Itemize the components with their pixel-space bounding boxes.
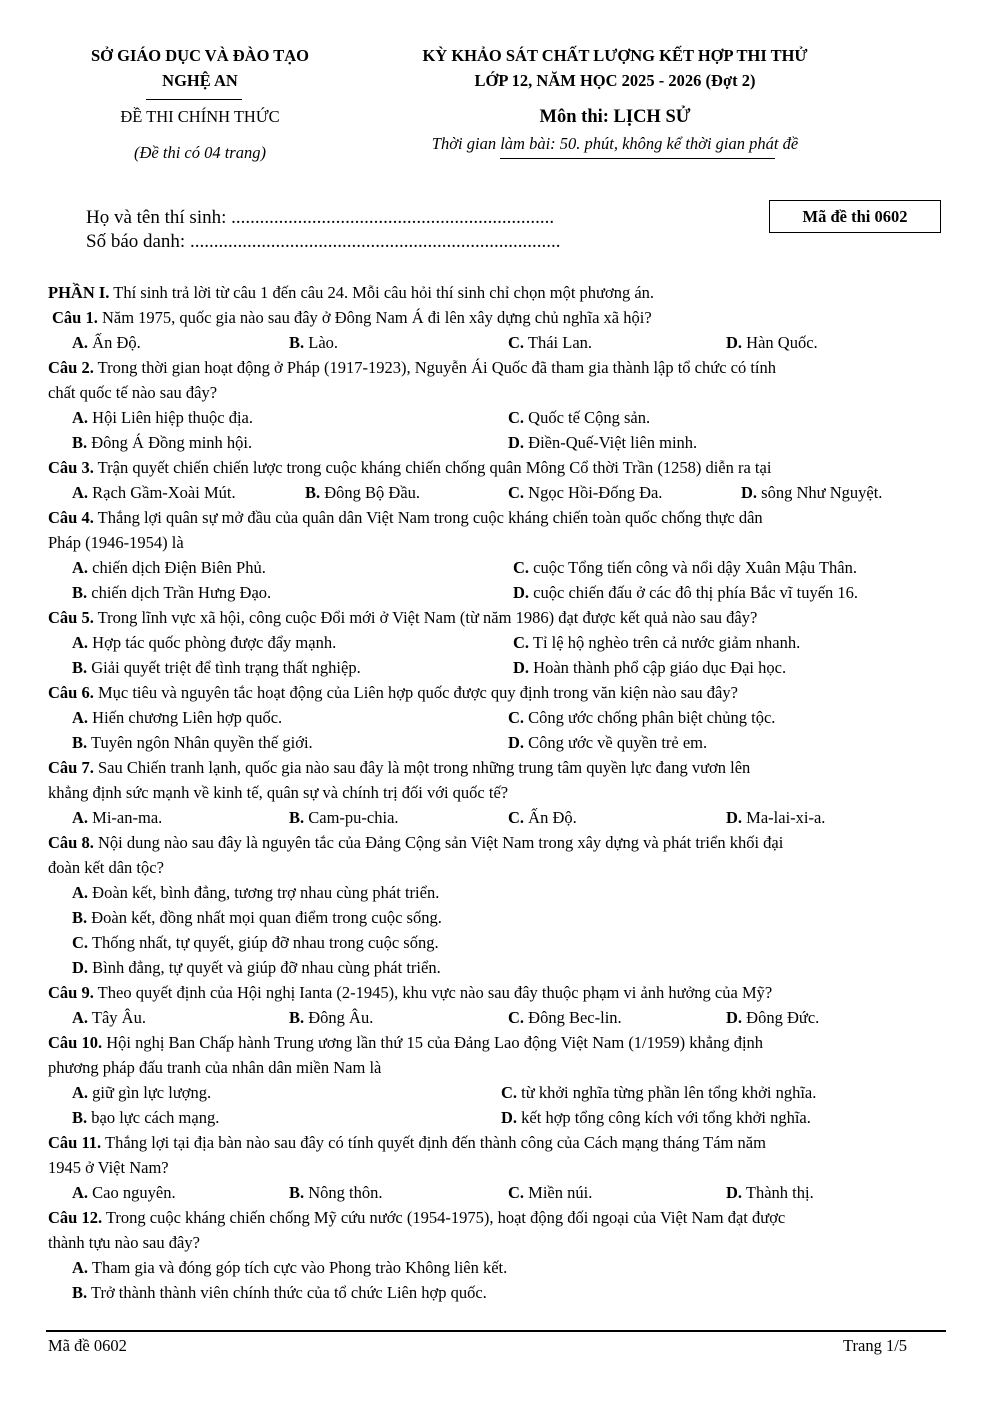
question-text: Thắng lợi quân sự mở đầu của quân dân Việt Nam trong cuộc kháng chiến toàn quốc chống thực dân bbox=[93, 508, 763, 527]
option-text: cuộc chiến đấu ở các đô thị phía Bắc vĩ tuyến 16. bbox=[529, 583, 859, 602]
option-letter: A. bbox=[72, 808, 89, 827]
option-letter: B. bbox=[72, 658, 88, 677]
page-count-note: (Đề thi có 04 trang) bbox=[134, 143, 266, 162]
option-text: Công ước chống phân biệt chủng tộc. bbox=[524, 708, 776, 727]
question-text: 1945 ở Việt Nam? bbox=[48, 1158, 169, 1177]
option-letter: C. bbox=[508, 1008, 525, 1027]
answer-option bbox=[508, 733, 707, 753]
question-text: Hội nghị Ban Chấp hành Trung ương lần thứ 15 của Đảng Lao động Việt Nam (1/1959) khẳng định bbox=[102, 1033, 764, 1052]
department-name: SỞ GIÁO DỤC VÀ ĐÀO TẠO bbox=[90, 46, 310, 65]
answer-option bbox=[72, 1108, 219, 1128]
question-text: thành tựu nào sau đây? bbox=[48, 1233, 200, 1252]
option-letter: C. bbox=[508, 483, 525, 502]
option-letter: B. bbox=[305, 483, 321, 502]
question-number: Câu 9. bbox=[48, 983, 94, 1002]
option-text: Nông thôn. bbox=[304, 1183, 383, 1202]
answer-option bbox=[72, 733, 313, 753]
option-letter: B. bbox=[289, 333, 305, 352]
candidate-name-field: Họ và tên thí sinh: .................................................................... bbox=[86, 207, 555, 228]
option-text: Đông Bec-lin. bbox=[524, 1008, 622, 1027]
question-text: Thắng lợi tại địa bàn nào sau đây có tính quyết định đến thành công của Cách mạng tháng Tám năm bbox=[101, 1133, 766, 1152]
option-text: giữ gìn lực lượng. bbox=[88, 1083, 212, 1102]
option-text: Ấn Độ. bbox=[524, 808, 577, 827]
option-text: sông Như Nguyệt. bbox=[757, 483, 883, 502]
option-text: Bình đẳng, tự quyết và giúp đỡ nhau cùng phát triển. bbox=[88, 958, 441, 977]
header-divider bbox=[146, 99, 242, 100]
option-text: Tham gia và đóng góp tích cực vào Phong trào Không liên kết. bbox=[88, 1258, 508, 1277]
option-letter: B. bbox=[289, 808, 305, 827]
option-text: Quốc tế Cộng sản. bbox=[524, 408, 651, 427]
option-letter: C. bbox=[508, 708, 525, 727]
answer-option bbox=[72, 908, 442, 928]
option-letter: A. bbox=[72, 1008, 89, 1027]
option-text: Đông Á Đồng minh hội. bbox=[87, 433, 253, 452]
option-text: kết hợp tổng công kích với tổng khởi nghĩa. bbox=[517, 1108, 811, 1127]
option-letter: C. bbox=[501, 1083, 518, 1102]
answer-option bbox=[508, 433, 697, 453]
option-letter: D. bbox=[513, 658, 530, 677]
answer-option bbox=[508, 1008, 622, 1028]
option-letter: B. bbox=[72, 583, 88, 602]
option-letter: C. bbox=[513, 558, 530, 577]
answer-option bbox=[513, 658, 786, 678]
answer-option bbox=[72, 333, 141, 353]
option-letter: A. bbox=[72, 1083, 89, 1102]
answer-option bbox=[72, 583, 271, 603]
answer-option bbox=[501, 1108, 811, 1128]
option-letter: C. bbox=[508, 333, 525, 352]
option-text: Cao nguyên. bbox=[88, 1183, 176, 1202]
question-stem-line bbox=[48, 683, 738, 703]
option-text: Lào. bbox=[304, 333, 339, 352]
question-stem-line bbox=[48, 758, 750, 778]
option-letter: D. bbox=[726, 1183, 743, 1202]
question-stem-line bbox=[48, 1158, 169, 1178]
answer-option bbox=[289, 1183, 383, 1203]
question-text: Trong lĩnh vực xã hội, công cuộc Đổi mới ở Việt Nam (từ năm 1986) đạt được kết quả nào sau đây? bbox=[93, 608, 758, 627]
option-text: Tỉ lệ hộ nghèo trên cả nước giảm nhanh. bbox=[529, 633, 801, 652]
answer-option bbox=[72, 433, 252, 453]
answer-option bbox=[726, 333, 818, 353]
time-note: Thời gian làm bài: 50. phút, không kể thời gian phát đề bbox=[431, 134, 799, 153]
question-stem-line bbox=[48, 1033, 763, 1053]
option-letter: C. bbox=[508, 808, 525, 827]
answer-option bbox=[72, 558, 266, 578]
answer-option bbox=[72, 808, 162, 828]
option-text: Mi-an-ma. bbox=[88, 808, 163, 827]
option-letter: A. bbox=[72, 1258, 89, 1277]
option-text: Tuyên ngôn Nhân quyền thế giới. bbox=[87, 733, 313, 752]
option-letter: D. bbox=[726, 808, 743, 827]
option-text: Thành thị. bbox=[742, 1183, 814, 1202]
question-text: Trong cuộc kháng chiến chống Mỹ cứu nước (1954-1975), hoạt động đối ngoại của Việt Nam đạt được bbox=[102, 1208, 786, 1227]
option-letter: C. bbox=[72, 933, 89, 952]
option-text: Đông Bộ Đầu. bbox=[320, 483, 421, 502]
question-number: Câu 11. bbox=[48, 1133, 102, 1152]
footer-divider bbox=[46, 1330, 946, 1332]
answer-option bbox=[72, 1083, 211, 1103]
answer-option bbox=[501, 1083, 816, 1103]
option-letter: B. bbox=[72, 908, 88, 927]
question-stem-line bbox=[48, 1058, 381, 1078]
option-letter: A. bbox=[72, 408, 89, 427]
part-text: Thí sinh trả lời từ câu 1 đến câu 24. Mỗi câu hỏi thí sinh chỉ chọn một phương án. bbox=[109, 283, 655, 302]
question-number: Câu 7. bbox=[48, 758, 94, 777]
question-text: Trận quyết chiến chiến lược trong cuộc kháng chiến chống quân Mông Cổ thời Trần (1258) diễn ra tại bbox=[93, 458, 772, 477]
option-letter: B. bbox=[72, 1283, 88, 1302]
question-number: Câu 10. bbox=[48, 1033, 103, 1052]
official-exam-label: ĐỀ THI CHÍNH THỨC bbox=[120, 107, 280, 126]
option-text: chiến dịch Điện Biên Phủ. bbox=[88, 558, 266, 577]
option-letter: A. bbox=[72, 633, 89, 652]
question-text: khẳng định sức mạnh về kinh tế, quân sự và chính trị đối với quốc tế? bbox=[48, 783, 509, 802]
answer-option bbox=[513, 583, 858, 603]
question-text: phương pháp đấu tranh của nhân dân miền Nam là bbox=[48, 1058, 382, 1077]
question-stem-line bbox=[48, 1208, 785, 1228]
question-number: Câu 4. bbox=[48, 508, 94, 527]
option-text: Hoàn thành phổ cập giáo dục Đại học. bbox=[529, 658, 787, 677]
answer-option bbox=[305, 483, 420, 503]
option-letter: C. bbox=[508, 408, 525, 427]
option-letter: A. bbox=[72, 883, 89, 902]
question-text: Mục tiêu và nguyên tắc hoạt động của Liên hợp quốc được quy định trong văn kiện nào sau đây? bbox=[93, 683, 738, 702]
option-letter: A. bbox=[72, 558, 89, 577]
answer-option bbox=[508, 483, 662, 503]
question-number: Câu 5. bbox=[48, 608, 94, 627]
question-stem-line bbox=[48, 608, 757, 628]
answer-option bbox=[289, 808, 399, 828]
answer-option bbox=[72, 633, 336, 653]
option-text: Thái Lan. bbox=[524, 333, 593, 352]
option-text: Trở thành thành viên chính thức của tổ chức Liên hợp quốc. bbox=[87, 1283, 487, 1302]
part-instruction bbox=[48, 283, 654, 303]
answer-option bbox=[72, 933, 439, 953]
option-letter: A. bbox=[72, 708, 89, 727]
question-stem-line bbox=[52, 308, 652, 328]
option-letter: D. bbox=[72, 958, 89, 977]
option-letter: D. bbox=[508, 733, 525, 752]
option-text: Đông Âu. bbox=[304, 1008, 374, 1027]
question-text: đoàn kết dân tộc? bbox=[48, 858, 164, 877]
question-text: chất quốc tế nào sau đây? bbox=[48, 383, 218, 402]
option-text: Miền núi. bbox=[524, 1183, 593, 1202]
option-text: Điền-Quế-Việt liên minh. bbox=[524, 433, 698, 452]
question-stem-line bbox=[48, 1233, 200, 1253]
answer-option bbox=[726, 1008, 819, 1028]
question-text: Theo quyết định của Hội nghị Ianta (2-1945), khu vực nào sau đây thuộc phạm vi ảnh hưởng của Mỹ? bbox=[93, 983, 773, 1002]
question-text: Nội dung nào sau đây là nguyên tắc của Đảng Cộng sản Việt Nam trong xây dựng và phát triển khối đại bbox=[93, 833, 784, 852]
question-stem-line bbox=[48, 508, 763, 528]
option-text: Hợp tác quốc phòng được đẩy mạnh. bbox=[88, 633, 337, 652]
option-text: Thống nhất, tự quyết, giúp đỡ nhau trong cuộc sống. bbox=[88, 933, 439, 952]
question-stem-line bbox=[48, 983, 772, 1003]
part-label: PHẦN I. bbox=[48, 283, 110, 302]
option-text: Hiến chương Liên hợp quốc. bbox=[88, 708, 283, 727]
subject-title: Môn thi: LỊCH SỬ bbox=[539, 107, 691, 127]
answer-option bbox=[508, 408, 650, 428]
question-text: Năm 1975, quốc gia nào sau đây ở Đông Nam Á đi lên xây dựng chủ nghĩa xã hội? bbox=[97, 308, 652, 327]
question-number: Câu 2. bbox=[48, 358, 94, 377]
question-stem-line bbox=[48, 358, 776, 378]
option-text: Giải quyết triệt để tình trạng thất nghiệp. bbox=[87, 658, 361, 677]
question-number: Câu 8. bbox=[48, 833, 94, 852]
question-stem-line bbox=[48, 858, 164, 878]
option-text: bạo lực cách mạng. bbox=[87, 1108, 220, 1127]
option-text: Ấn Độ. bbox=[88, 333, 141, 352]
option-letter: C. bbox=[513, 633, 530, 652]
option-letter: D. bbox=[726, 1008, 743, 1027]
answer-option bbox=[513, 633, 800, 653]
option-text: cuộc Tổng tiến công và nổi dậy Xuân Mậu Thân. bbox=[529, 558, 857, 577]
answer-option bbox=[72, 483, 236, 503]
option-letter: D. bbox=[513, 583, 530, 602]
answer-option bbox=[72, 1258, 507, 1278]
answer-option bbox=[508, 333, 592, 353]
option-letter: A. bbox=[72, 333, 89, 352]
time-underline bbox=[500, 158, 775, 159]
answer-option bbox=[72, 1283, 487, 1303]
option-letter: A. bbox=[72, 1183, 89, 1202]
footer-exam-code: Mã đề 0602 bbox=[48, 1336, 127, 1355]
question-number: Câu 3. bbox=[48, 458, 94, 477]
option-letter: C. bbox=[508, 1183, 525, 1202]
question-stem-line bbox=[48, 1133, 766, 1153]
answer-option bbox=[289, 1008, 373, 1028]
answer-option bbox=[508, 708, 775, 728]
option-letter: B. bbox=[289, 1183, 305, 1202]
question-stem-line bbox=[48, 833, 783, 853]
option-letter: D. bbox=[726, 333, 743, 352]
option-letter: A. bbox=[72, 483, 89, 502]
question-text: Pháp (1946-1954) là bbox=[48, 533, 184, 552]
answer-option bbox=[72, 958, 441, 978]
exam-subtitle: LỚP 12, NĂM HỌC 2025 - 2026 (Đợt 2) bbox=[474, 71, 756, 90]
option-letter: B. bbox=[72, 433, 88, 452]
answer-option bbox=[726, 1183, 814, 1203]
option-letter: B. bbox=[72, 1108, 88, 1127]
exam-title: KỲ KHẢO SÁT CHẤT LƯỢNG KẾT HỢP THI THỬ bbox=[422, 46, 808, 65]
option-text: từ khởi nghĩa từng phần lên tổng khởi nghĩa. bbox=[517, 1083, 817, 1102]
answer-option bbox=[726, 808, 825, 828]
answer-option bbox=[72, 658, 361, 678]
answer-option bbox=[72, 708, 282, 728]
option-text: Công ước về quyền trẻ em. bbox=[524, 733, 708, 752]
question-text: Sau Chiến tranh lạnh, quốc gia nào sau đây là một trong những trung tâm quyền lực đang vươn lên bbox=[93, 758, 751, 777]
answer-option bbox=[741, 483, 882, 503]
option-text: Hội Liên hiệp thuộc địa. bbox=[88, 408, 254, 427]
answer-option bbox=[72, 883, 439, 903]
option-text: Ngọc Hồi-Đống Đa. bbox=[524, 483, 663, 502]
answer-option bbox=[513, 558, 857, 578]
exam-code-box: Mã đề thi 0602 bbox=[769, 200, 941, 233]
option-text: Đoàn kết, bình đẳng, tương trợ nhau cùng phát triển. bbox=[88, 883, 440, 902]
option-letter: D. bbox=[501, 1108, 518, 1127]
answer-option bbox=[289, 333, 338, 353]
question-text: Trong thời gian hoạt động ở Pháp (1917-1923), Nguyễn Ái Quốc đã tham gia thành lập tổ chức có tính bbox=[93, 358, 777, 377]
question-stem-line bbox=[48, 783, 508, 803]
option-text: Cam-pu-chia. bbox=[304, 808, 399, 827]
answer-option bbox=[508, 808, 577, 828]
option-text: Tây Âu. bbox=[88, 1008, 146, 1027]
option-letter: D. bbox=[741, 483, 758, 502]
option-text: chiến dịch Trần Hưng Đạo. bbox=[87, 583, 272, 602]
option-text: Ma-lai-xi-a. bbox=[742, 808, 826, 827]
footer-page-number: Trang 1/5 bbox=[843, 1336, 908, 1355]
answer-option bbox=[72, 1183, 176, 1203]
question-number: Câu 6. bbox=[48, 683, 94, 702]
option-letter: D. bbox=[508, 433, 525, 452]
candidate-id-field: Số báo danh: .............................................................................. bbox=[86, 231, 561, 252]
question-number: Câu 12. bbox=[48, 1208, 103, 1227]
option-text: Đoàn kết, đồng nhất mọi quan điểm trong cuộc sống. bbox=[87, 908, 442, 927]
option-text: Hàn Quốc. bbox=[742, 333, 818, 352]
answer-option bbox=[72, 408, 253, 428]
answer-option bbox=[508, 1183, 592, 1203]
question-stem-line bbox=[48, 383, 217, 403]
option-text: Rạch Gầm-Xoài Mút. bbox=[88, 483, 236, 502]
question-stem-line bbox=[48, 533, 184, 553]
option-letter: B. bbox=[289, 1008, 305, 1027]
province-name: NGHỆ AN bbox=[162, 71, 238, 90]
option-text: Đông Đức. bbox=[742, 1008, 820, 1027]
question-number: Câu 1. bbox=[52, 308, 98, 327]
answer-option bbox=[72, 1008, 146, 1028]
question-stem-line bbox=[48, 458, 771, 478]
option-letter: B. bbox=[72, 733, 88, 752]
